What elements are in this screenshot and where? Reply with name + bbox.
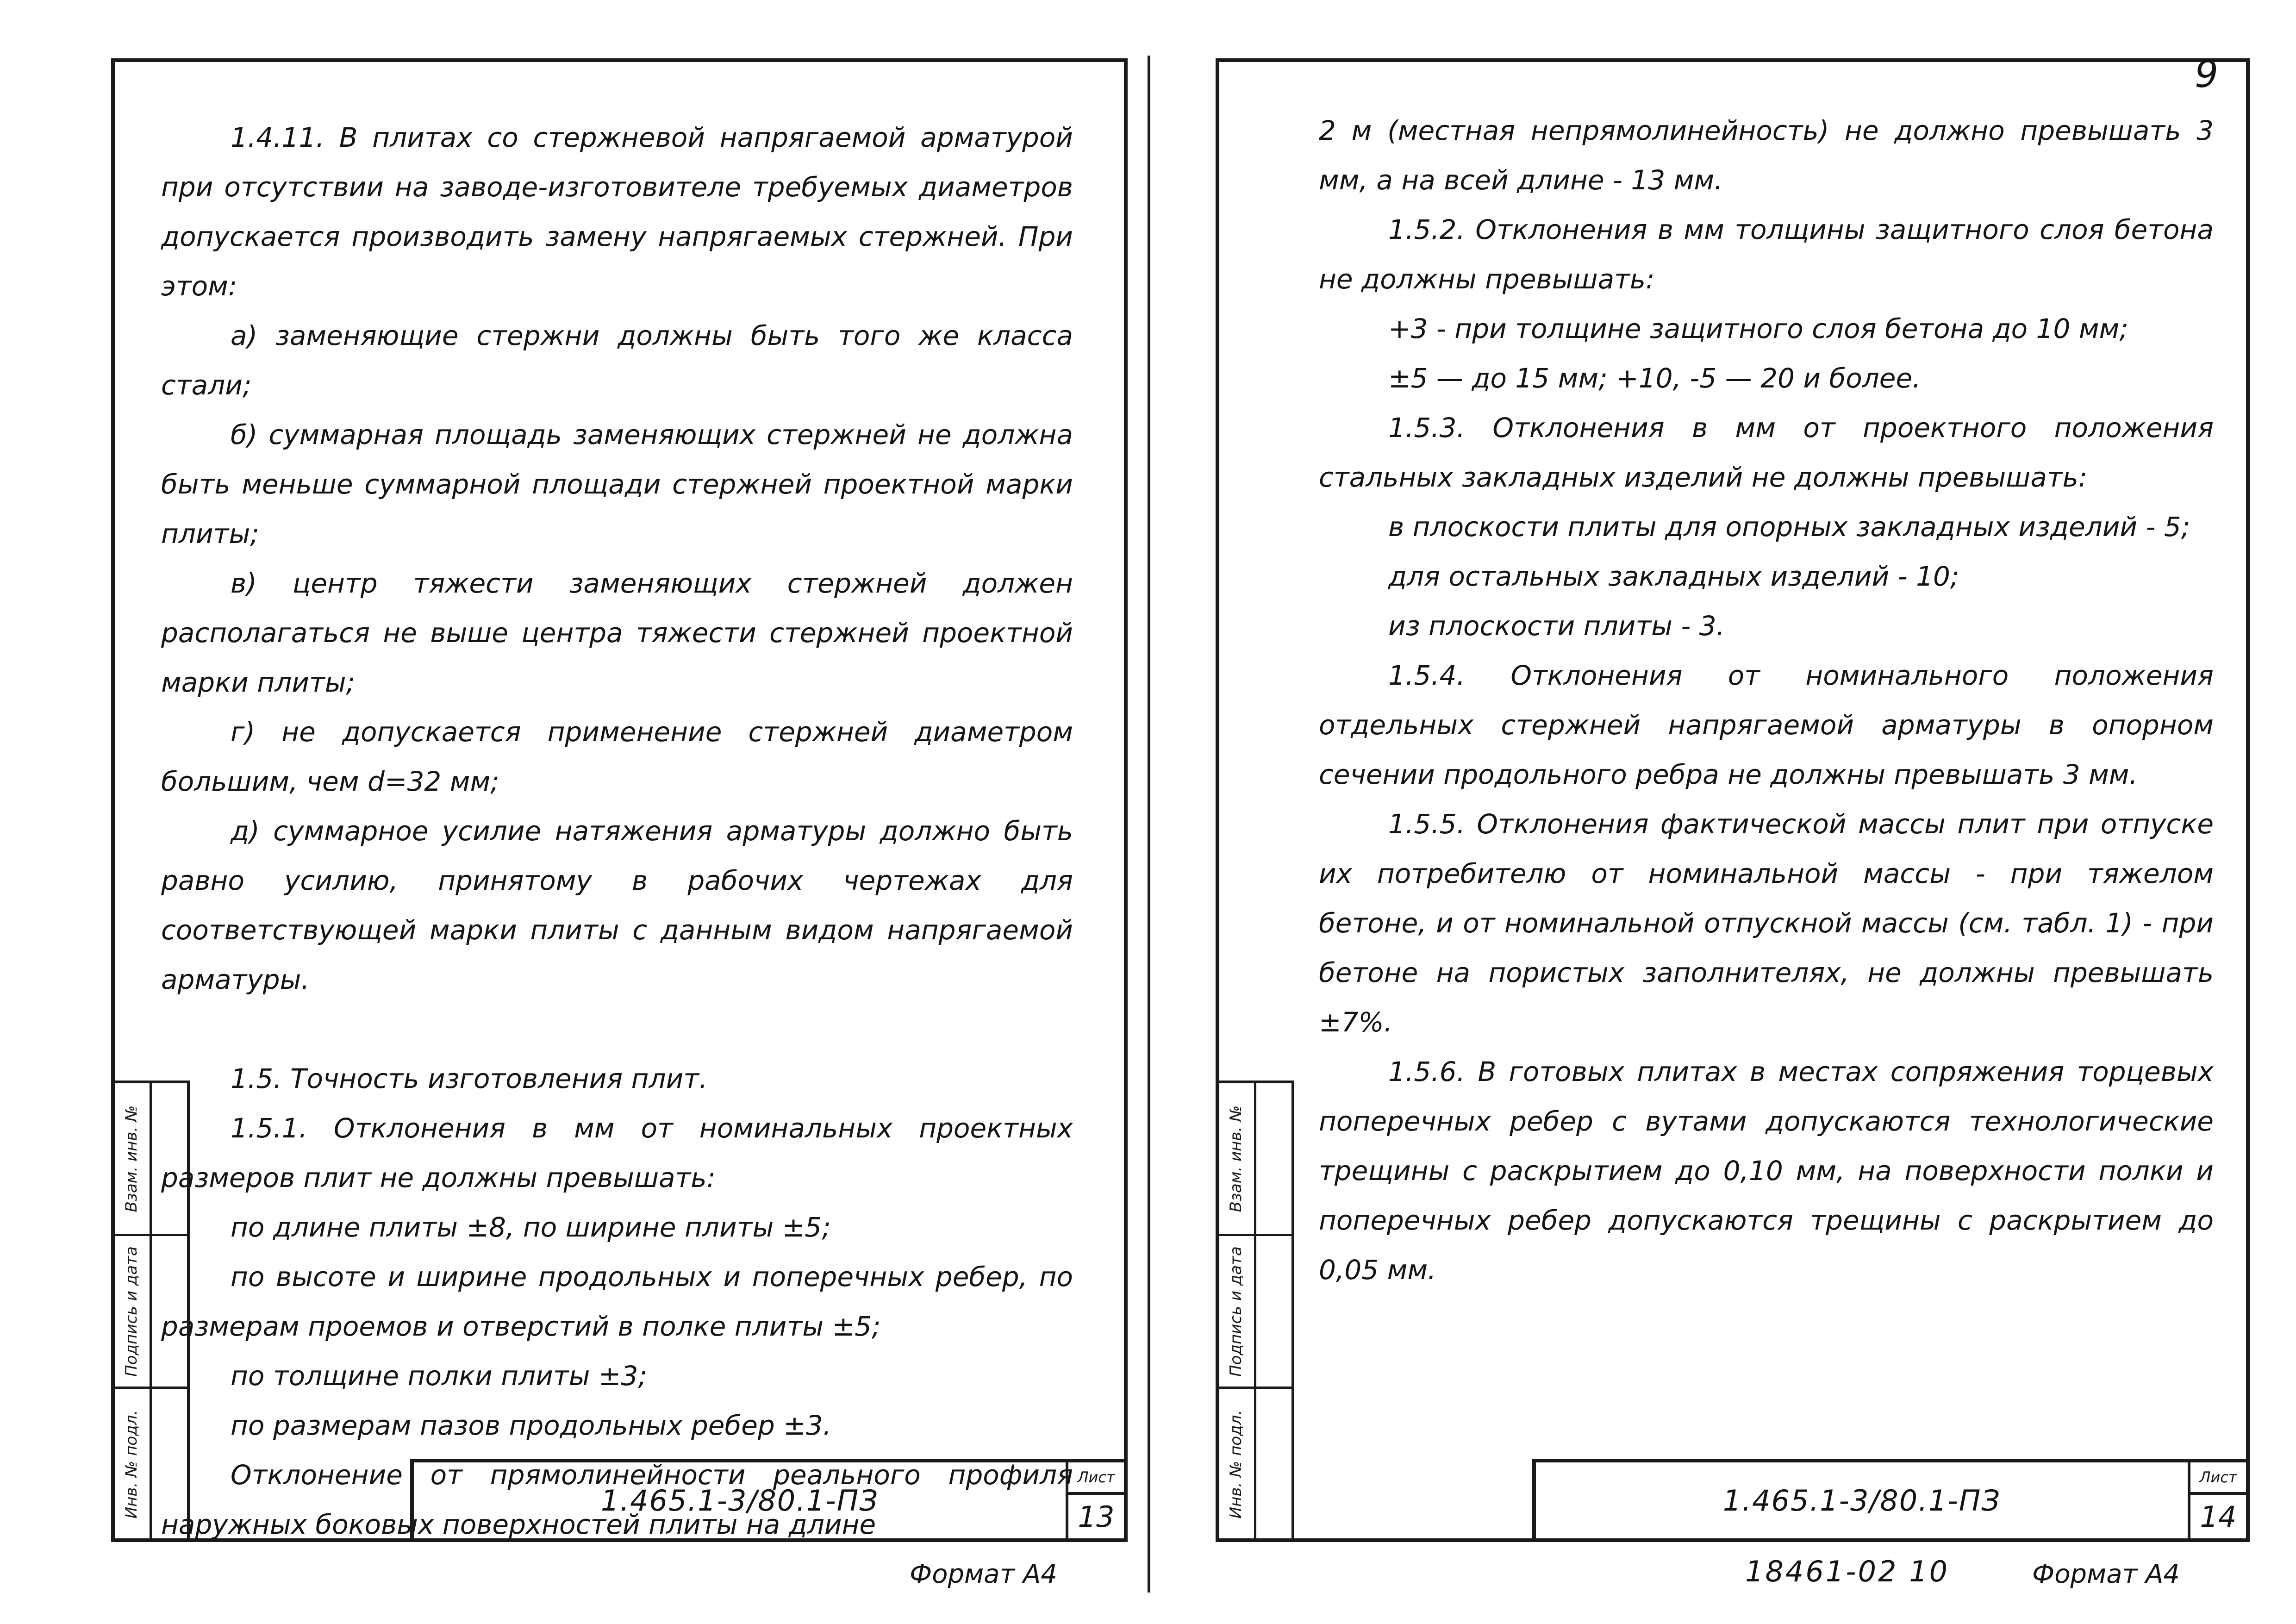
paragraph: д) суммарное усилие натяжения арматуры должно быть равно усилию, принятому в рабочих чертежах для соответствующей марки плиты с данным видом напрягаемой арматуры.	[161, 815, 1073, 995]
paragraph: по длине плиты ±8, по ширине плиты ±5;	[231, 1212, 831, 1243]
paragraph: 1.4.11. В плитах со стержневой напрягаемой арматурой при отсутствии на заводе-изготовителе требуемых диаметров допускается производить замену напрягаемых стержней. При этом:	[161, 122, 1073, 302]
paragraph: 1.5. Точность изготовления плит.	[231, 1063, 708, 1094]
paragraph: +3 - при толщине защитного слоя бетона до 10 мм;	[1388, 313, 2128, 344]
paragraph: по высоте и ширине продольных и поперечных ребер, по размерам проемов и отверстий в полке плиты ±5;	[161, 1261, 1073, 1342]
paragraph: ±5 — до 15 мм; +10, -5 — 20 и более.	[1388, 362, 1921, 394]
paragraph: 2 м (местная непрямолинейность) не должно превышать 3 мм, а на всей длине - 13 мм.	[1319, 115, 2214, 196]
binding-label-podpis: Подпись и дата	[122, 1246, 141, 1377]
paragraph: по размерам пазов продольных ребер ±3.	[231, 1410, 832, 1441]
format-label-left: Формат А4	[910, 1559, 1057, 1589]
left-sheet	[111, 58, 1128, 1542]
binding-label-inv: Инв. № подл.	[122, 1410, 141, 1518]
right-body-text	[1319, 106, 2214, 1295]
sheet-label: Лист	[2190, 1462, 2246, 1495]
paragraph: 1.5.6. В готовых плитах в местах сопряжения торцевых поперечных ребер с вутами допускаются технологические трещины с раскрытием до 0,10 мм, на поверхности полки и поперечных ребер допускаются трещины с раскрытием до 0,05 мм.	[1319, 1056, 2214, 1286]
paragraph: по толщине полки плиты ±3;	[231, 1360, 647, 1392]
paragraph: из плоскости плиты - 3.	[1388, 610, 1725, 642]
sheet-number: 14	[2200, 1499, 2237, 1534]
archive-number: 18461-02 10	[1745, 1555, 1950, 1588]
paragraph: 1.5.2. Отклонения в мм толщины защитного слоя бетона не должны превышать:	[1319, 214, 2214, 295]
document-designation: 1.465.1-3/80.1-ПЗ	[600, 1483, 879, 1518]
sheet-number: 13	[1078, 1499, 1115, 1534]
left-binding-strip	[111, 1081, 190, 1542]
paragraph: г) не допускается применение стержней диаметром большим, чем d=32 мм;	[161, 716, 1073, 797]
paragraph: а) заменяющие стержни должны быть того же класса стали;	[161, 320, 1073, 401]
document-designation: 1.465.1-3/80.1-ПЗ	[1722, 1483, 2001, 1518]
paragraph: 1.5.4. Отклонения от номинального положения отдельных стержней напрягаемой арматуры в опорном сечении продольного ребра не должны превышать 3 мм.	[1319, 660, 2214, 790]
right-binding-strip	[1216, 1081, 1294, 1542]
left-title-block	[410, 1459, 1128, 1542]
format-label-right: Формат А4	[2032, 1559, 2180, 1589]
paragraph: в) центр тяжести заменяющих стержней должен располагаться не выше центра тяжести стержней проектной марки плиты;	[161, 568, 1073, 698]
binding-label-vzam: Взам. инв. №	[1227, 1105, 1246, 1212]
page-number: 9	[2195, 53, 2218, 96]
paragraph: 1.5.1. Отклонения в мм от номинальных проектных размеров плит не должны превышать:	[161, 1112, 1073, 1193]
paragraph: для остальных закладных изделий - 10;	[1388, 561, 1959, 592]
paragraph: Отклонение от прямолинейности реального профиля наружных боковых поверхностей плиты на длине	[161, 1459, 1073, 1540]
paragraph: б) суммарная площадь заменяющих стержней не должна быть меньше суммарной площади стержней проектной марки плиты;	[161, 419, 1073, 550]
sheet-label: Лист	[1068, 1462, 1124, 1495]
paragraph: 1.5.5. Отклонения фактической массы плит при отпуске их потребителю от номинальной массы - при тяжелом бетоне, и от номинальной отпускной массы (см. табл. 1) - при бетоне на пористых заполнителях, не должны превышать ±7%.	[1319, 808, 2214, 1038]
right-sheet	[1216, 53, 2250, 1542]
binding-label-vzam: Взам. инв. №	[122, 1105, 141, 1212]
binding-label-podpis: Подпись и дата	[1227, 1246, 1246, 1377]
right-title-block	[1532, 1459, 2250, 1542]
paragraph: в плоскости плиты для опорных закладных изделий - 5;	[1388, 511, 2190, 543]
binding-label-inv: Инв. № подл.	[1227, 1410, 1246, 1518]
left-body-text	[161, 113, 1073, 1549]
page-fold-line	[1148, 56, 1150, 1593]
paragraph: 1.5.3. Отклонения в мм от проектного положения стальных закладных изделий не должны превышать:	[1319, 412, 2214, 493]
